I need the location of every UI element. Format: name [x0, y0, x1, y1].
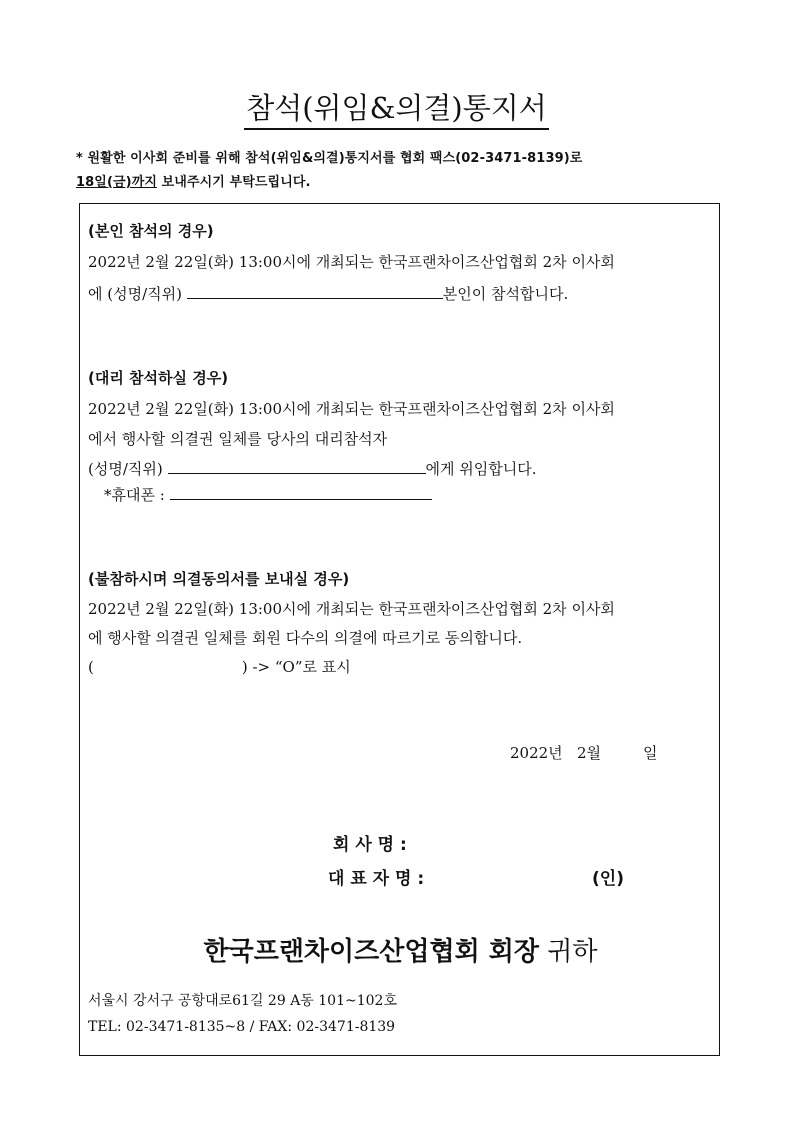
- section1-line2-prefix: 에 (성명/직위): [88, 285, 187, 303]
- section2-line3-prefix: (성명/직위): [88, 460, 168, 478]
- document-title: [0, 86, 793, 130]
- phone-label: *휴대폰 :: [104, 486, 170, 504]
- footer-contact: TEL: 02-3471-8135~8 / FAX: 02-3471-8139: [88, 1019, 396, 1035]
- section1-line1: 2022년 2월 22일(화) 13:00시에 개최되는 한국프랜차이즈산업협회 2차 이사회: [88, 253, 615, 271]
- footer-address: 서울시 강서구 공항대로61길 29 A동 101~102호: [88, 993, 397, 1009]
- attendee-name-blank[interactable]: [187, 282, 443, 299]
- proxy-phone-blank[interactable]: [170, 483, 432, 500]
- section1-line2: [88, 282, 568, 304]
- section2-line3: [88, 457, 536, 479]
- proxy-name-blank[interactable]: [168, 457, 426, 474]
- proxy-phone-line: [104, 483, 432, 505]
- date-year: 2022년: [510, 744, 563, 762]
- section2-line1: 2022년 2월 22일(화) 13:00시에 개최되는 한국프랜차이즈산업협회 2차 이사회: [88, 400, 615, 418]
- date-month: 2월: [576, 744, 602, 762]
- representative-name-label: 대 표 자 명 :: [328, 869, 425, 889]
- section1-line2-suffix: 본인이 참석합니다.: [442, 285, 569, 303]
- submission-note-line1: * 원활한 이사회 준비를 위해 참석(위임&의결)통지서를 협회 팩스(02-3471-8139)로: [76, 151, 583, 166]
- recipient-honorific: 귀하: [547, 937, 598, 967]
- consent-mark-slot[interactable]: [94, 656, 242, 672]
- mark-instruction: ) -> “O”로 표시: [241, 658, 351, 676]
- recipient-line: [80, 931, 721, 968]
- company-name-label: 회 사 명 :: [333, 835, 407, 855]
- section2-line3-suffix: 에게 위임합니다.: [425, 460, 537, 478]
- section3-line1: 2022년 2월 22일(화) 13:00시에 개최되는 한국프랜차이즈산업협회 2차 이사회: [88, 600, 615, 618]
- section2-heading: (대리 참석하실 경우): [88, 369, 229, 387]
- section3-heading: (불참하시며 의결동의서를 보내실 경우): [88, 570, 350, 588]
- recipient-name: 한국프랜차이즈산업협회 회장: [203, 937, 540, 967]
- form-box: [79, 203, 720, 1056]
- section2-line2: 에서 행사할 의결권 일체를 당사의 대리참석자: [88, 430, 388, 448]
- mark-paren-open: (: [88, 658, 94, 676]
- section1-heading: (본인 참석의 경우): [88, 222, 214, 240]
- document-title-text: 참석(위임&의결)통지서: [244, 86, 549, 130]
- seal-mark: (인): [592, 869, 624, 889]
- deadline-text: 18일(금)까지: [76, 175, 158, 190]
- date-line: [510, 742, 658, 763]
- section3-line2: 에 행사할 의결권 일체를 회원 다수의 의결에 따르기로 동의합니다.: [88, 629, 523, 647]
- section3-line3: [88, 656, 351, 677]
- date-day: 일: [643, 744, 658, 762]
- submission-note-line2: [76, 171, 311, 190]
- submission-note-rest: 보내주시기 부탁드립니다.: [157, 175, 311, 190]
